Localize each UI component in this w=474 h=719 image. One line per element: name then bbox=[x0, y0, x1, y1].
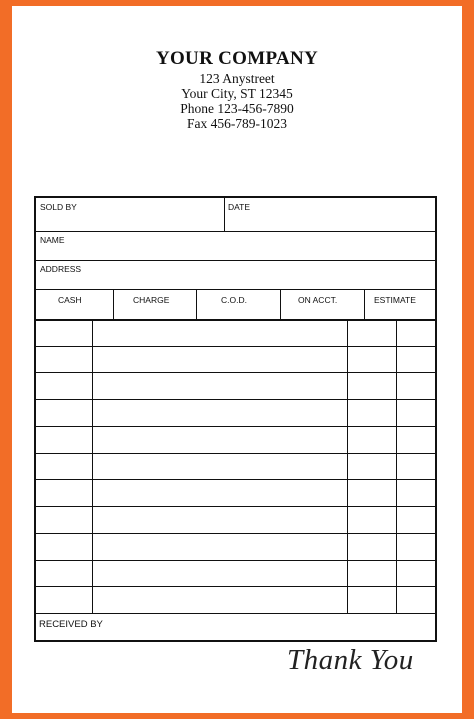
company-fax: Fax 456-789-1023 bbox=[186, 116, 288, 131]
payment-cod: C.O.D. bbox=[221, 295, 247, 305]
company-city: Your City, ST 12345 bbox=[181, 86, 293, 101]
payment-divider bbox=[364, 289, 365, 319]
row-divider bbox=[36, 289, 435, 290]
payment-on-account: ON ACCT. bbox=[298, 295, 338, 305]
line-item-row-divider bbox=[36, 453, 435, 454]
row-divider bbox=[36, 613, 435, 614]
payment-divider bbox=[280, 289, 281, 319]
line-item-row-divider bbox=[36, 399, 435, 400]
name-label: NAME bbox=[40, 235, 65, 245]
payment-divider bbox=[113, 289, 114, 319]
payment-cash: CASH bbox=[58, 295, 82, 305]
company-phone: Phone 123-456-7890 bbox=[180, 101, 294, 116]
grid-column-divider bbox=[92, 319, 93, 613]
line-item-row-divider bbox=[36, 586, 435, 587]
line-item-row-divider bbox=[36, 346, 435, 347]
sales-form bbox=[34, 196, 437, 642]
received-by-label: RECEIVED BY bbox=[39, 619, 103, 630]
payment-charge: CHARGE bbox=[133, 295, 170, 305]
grid-column-divider bbox=[396, 319, 397, 613]
date-label: DATE bbox=[228, 202, 251, 212]
sold-by-divider bbox=[224, 198, 225, 232]
payment-divider bbox=[196, 289, 197, 319]
address-label: ADDRESS bbox=[40, 264, 82, 274]
company-name: YOUR COMPANY bbox=[155, 48, 319, 69]
line-item-row-divider bbox=[36, 479, 435, 480]
sold-by-label: SOLD BY bbox=[40, 202, 77, 212]
row-divider bbox=[36, 231, 435, 232]
line-item-row-divider bbox=[36, 372, 435, 373]
thank-you-signature: Thank You bbox=[287, 644, 414, 676]
row-divider bbox=[36, 319, 435, 321]
company-street: 123 Anystreet bbox=[199, 71, 275, 86]
payment-estimate: ESTIMATE bbox=[374, 295, 416, 305]
line-item-row-divider bbox=[36, 506, 435, 507]
row-divider bbox=[36, 260, 435, 261]
line-item-row-divider bbox=[36, 560, 435, 561]
line-item-row-divider bbox=[36, 533, 435, 534]
line-item-row-divider bbox=[36, 426, 435, 427]
grid-column-divider bbox=[347, 319, 348, 613]
